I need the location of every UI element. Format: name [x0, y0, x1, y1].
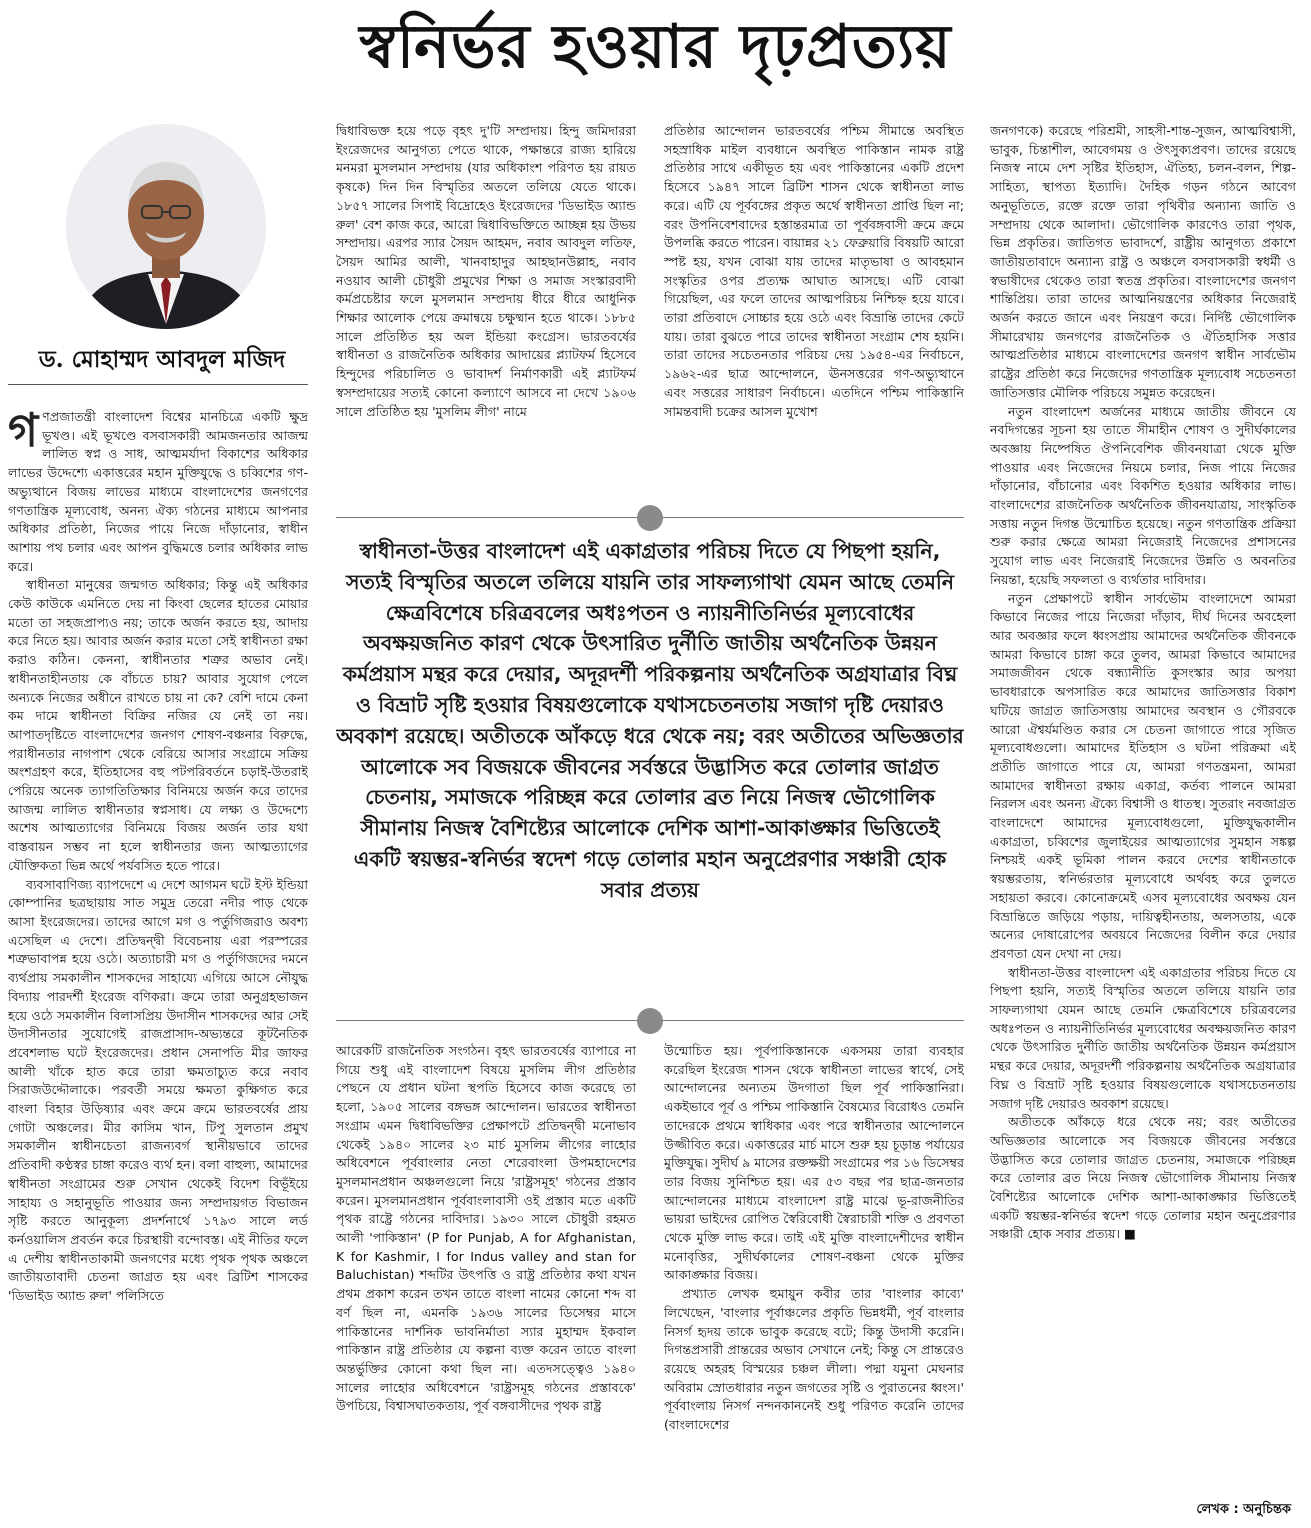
article-paragraph: প্রতিষ্ঠার আন্দোলন ভারতবর্ষের পশ্চিম সীমান্তে অবস্থিত সহস্রাধিক মাইল ব্যবধানে অবস্থিত পাকিস্তান নামক রাষ্ট্র প্রতিষ্ঠার সাথে একীভূত হয় এবং পাকিস্তানের একটি প্রদেশ হিসেবে ১৯৪৭ সালে ব্রিটিশ শাসন থেকে স্বাধীনতা লাভ করে। এটি যে পূর্ববঙ্গের প্রকৃত অর্থে স্বাধীনতা প্রাপ্তি ছিল না; বরং উপনিবেশবাদের হস্তান্তরমাত্র তা পূর্ববঙ্গবাসী ক্রমে ক্রমে উপলব্ধি করতে পারেন। বায়ান্নর ২১ ফেব্রুয়ারি বিষয়টি আরো স্পষ্ট হয়, যখন বোঝা যায় তাদের মাতৃভাষা ও আবহমান সংস্কৃতির ওপর প্রত্যক্ষ আঘাত আসছে। এটি বোঝা গিয়েছিল, এর ফলে তাদের আত্মপরিচয় নিশ্চিহ্ন হয়ে যাবে। তারা প্রতিবাদে সোচ্চার হয়ে ওঠে এবং বিভ্রান্তি তাদের কেটে যায়। তারা বুঝতে পারে তাদের স্বাধীনতা সংগ্রাম শেষ হয়নি। তারা তাদের সচেতনতার পরিচয় দেয় ১৯৫৪-এর নির্বাচনে, ১৯৬২-এর ছাত্র আন্দোলনে, ঊনসত্তরের গণ-অভ্যুত্থানে এবং সত্তরের সাধারণ নির্বাচনে। এতদিনে পশ্চিম পাকিস্তানি সামন্তবাদী চক্রের আসল মুখোশ	[664, 123, 964, 419]
drop-cap: গ	[8, 408, 39, 457]
article-column-1	[8, 408, 308, 1520]
headline: স্বনির্ভর হওয়ার দৃঢ়প্রত্যয়	[359, 12, 952, 82]
pull-quote-dot-bottom	[637, 1008, 663, 1034]
article-paragraph: নতুন বাংলাদেশ অর্জনের মাধ্যমে জাতীয় জীবনে যে নবদিগন্তের সূচনা হয় তাতে সীমাহীন শোষণ ও সুদীর্ঘকালের অবজ্ঞায় নিষ্পেষিত ঔপনিবেশিক জীবনযাত্রা থেকে মুক্তি পাওয়ার এবং নিজেদের নিয়মে চলার, নিজ পায়ে নিজের দাঁড়ানোর, বাঁচানোর এবং বিকশিত হওয়ার অধিকার লাভ। বাংলাদেশের রাজনৈতিক অর্থনৈতিক জীবনযাত্রায়, সাংস্কৃতিক সত্তায় নতুন দিগন্ত উন্মোচিত হয়েছে। নতুন গণতান্ত্রিক প্রক্রিয়া শুরু করার ক্ষেত্রে আমরা নিজেরাই নিজেদের প্রশাসনের সুযোগ লাভ এবং নিজেরাই নিজেদের উন্নতি ও অবনতির নিয়ন্তা, হয়েছি সফলতা ও ব্যর্থতার দাবিদার।	[990, 403, 1296, 587]
divider	[8, 384, 308, 385]
author-photo	[66, 124, 266, 329]
article-paragraph: নতুন প্রেক্ষাপটে স্বাধীন সার্বভৌম বাংলাদেশে আমরা কিভাবে নিজের পায়ে নিজেরা দাঁড়াব, দীর্ঘ দিনের অবহেলা আর অবজ্ঞার ফলে ধ্বংসপ্রায় আমাদের অর্থনৈতিক জীবনকে আমরা কিভাবে চাঙ্গা করে তুলব, আমরা কিভাবে আমাদের সমাজজীবন থেকে বন্ধ্যানীতি কুসংস্কার আর অপয়া ভাবধারাকে অপসারিত করে আমাদের জাতিসত্তার বিকাশ ঘটিয়ে জাগ্রত জাতিসত্তায় আমাদের অবস্থান ও গৌরবকে আরো ঐশ্বর্যমণ্ডিত করার সে চেতনা জাগাতে পারে সৃজিত মূল্যবোধগুলো। আমাদের ইতিহাস ও ঘটনা পরিক্রমা এই প্রতীতি জাগাতে পারে যে, আমরা গণতন্ত্রমনা, আমরা আমাদের স্বাধীনতা রক্ষায় একাগ্র, কর্তব্য পালনে আমরা নিরলস এবং অনন্য ঐক্যে বিশ্বাসী ও ধাতস্থ। সুতরাং নবজাগ্রত বাংলাদেশে আমাদের মূল্যবোধগুলো, মুক্তিযুদ্ধকালীন একাগ্রতা, চব্বিশের জুলাইয়ের আত্মত্যাগের সুমহান সঙ্কল্প নিশ্চয়ই একই ভূমিকা পালন করবে দেশের স্বাধীনতাকে স্বয়ম্ভরতায়, স্বনির্ভরতার মূল্যবোধে অর্থবহ করে তুলতে সহায়তা করবে। কোনোক্রমেই এসব মূল্যবোধের অবক্ষয় যেন বিভ্রান্তিতে জড়িয়ে পড়ায়, দায়িত্বহীনতায়, অলসতায়, একে অন্যের দোষারোপের অবয়বে নিজেদের বিলীন করে দেয়ার প্রবণতা যেন দেখা না দেয়।	[990, 590, 1296, 961]
article-paragraph: স্বাধীনতা মানুষের জন্মগত অধিকার; কিন্তু এই অধিকার কেউ কাউকে এমনিতে দেয় না কিংবা ছেলের হাতের মোয়ার মতো তা সহজপ্রাপ্যও নয়; তাকে অর্জন করতে হয়, আদায় করে নিতে হয়। আবার অর্জন করার মতো সেই স্বাধীনতা রক্ষা করাও কঠিন। কেননা, স্বাধীনতার শত্রুর অভাব নেই। স্বাধীনতাহীনতায় কে বাঁচতে চায়? আবার সুযোগ পেলে অন্যকে নিজের অধীনে রাখতে চায় না কে? বেশি দামে কেনা কম দামে স্বাধীনতা বিক্রির নজির যে নেই তা নয়। আপাতদৃষ্টিতে বাংলাদেশের জনগণ শোষণ-বঞ্চনার বিরুদ্ধে, পরাধীনতার নাগপাশ থেকে বেরিয়ে আসার সংগ্রামে সক্রিয় অংশগ্রহণ করে, ইতিহাসের বহু পটপরিবর্তনে চড়াই-উতরাই পেরিয়ে অনেক ত্যাগতিতিক্ষার বিনিময়ে অর্জন করে তাদের আজন্ম লালিত স্বাধীনতার স্বপ্নসাধ। যে লক্ষ্য ও উদ্দেশ্যে অশেষ আত্মত্যাগের বিনিময়ে বিজয় অর্জন তার যথা বাস্তবায়ন সম্ভব না হলে স্বাধীনতার জন্য আত্মত্যাগের যৌক্তিকতা ভিন্ন অর্থে পর্যবসিত হতে পারে।	[8, 577, 308, 873]
article-paragraph: ব্যবসাবাণিজ্য ব্যাপদেশে এ দেশে আগমন ঘটে ইস্ট ইন্ডিয়া কোম্পানির ছত্রছায়ায় সাত সমুদ্র তেরো নদীর পাড় থেকে আসা ইংরেজদের। তাদের আগে মগ ও পর্তুগিজরাও অবশ্য এসেছিল এ দেশে। প্রতিদ্বন্দ্বী বিবেচনায় এরা পরস্পরের শত্রুভাবাপন্ন হয়ে ওঠে। অত্যাচারী মগ ও পর্তুগিজদের দমনে ব্যর্থপ্রায় সমকালীন শাসকদের সাহায্যে এগিয়ে আসে নৌযুদ্ধ বিদ্যায় পারদর্শী ইংরেজ বণিকরা। ক্রমে তারা অনুগ্রহভাজন হয়ে ওঠে সমকালীন বিলাসপ্রিয় উদাসীন শাসকদের আর সেই উদাসীনতার সুযোগেই রাজপ্রাসাদ-অভ্যন্তরে কূটনৈতিক প্রবেশলাভ ঘটে ইংরেজদের। প্রধান সেনাপতি মীর জাফর আলী খাঁকে হাত করে তারা ক্ষমতাচ্যুত করে নবাব সিরাজউদ্দৌলাকে। পরবর্তী সময়ে ক্ষমতা কুক্ষিগত করে বাংলা বিহার উড়িষ্যার এবং ক্রমে ক্রমে ভারতবর্ষের প্রায় গোটা অঞ্চলের। মীর কাসিম খান, টিপু সুলতান প্রমুখ সমকালীন স্বাধীনচেতা রাজন্যবর্গ স্থানীয়ভাবে তাদের প্রতিবাদী কণ্ঠস্বর চাঙ্গা করেও ব্যর্থ হন। বলা বাহুল্য, আমাদের স্বাধীনতা সংগ্রামের শুরু সেখান থেকেই বিদেশ বিভূঁইয়ে সাহায্য ও সহানুভূতি পাওয়ার জন্য সম্প্রদায়গত বিভাজন সৃষ্টি করতে আনুকূল্য প্রদর্শনার্থে ১৭৯৩ সালে লর্ড কর্নওয়ালিস প্রবর্তন করে চিরস্থায়ী বন্দোবস্ত। এই নীতির ফলে এ দেশীয় স্বাধীনতাকামী জনগণের মধ্যে পৃথক পৃথক অঞ্চলে জাতীয়তাবাদী চেতনা জাগ্রত হয় এবং ব্রিটিশ শাসকের 'ডিভাইড অ্যান্ড রুল' পলিসিতে	[8, 876, 308, 1304]
author-byline: ড. মোহাম্মদ আবদুল মজিদ	[38, 346, 286, 373]
author-note: লেখক : অনুচিন্তক	[1196, 1502, 1291, 1517]
article-paragraph: জনগণকে) করেছে পরিশ্রমী, সাহসী-শান্ত-সুজন, আত্মবিশ্বাসী, ভাবুক, চিন্তাশীল, আবেগময় ও ঔৎসুক্যপ্রবণ। তাদের রয়েছে নিজস্ব নামে দেশ সৃষ্টির ইতিহাস, ঐতিহ্য, চলন-বলন, শিল্প-সাহিত্য, স্থাপত্য ইত্যাদি। দৈহিক গড়ন গঠনে আবেগ অনুভূতিতে, রক্তে রক্তে তারা পৃথিবীর অন্যান্য জাতি ও সম্প্রদায় থেকে আলাদা। ভৌগোলিক কারণেও তারা পৃথক, ভিন্ন প্রকৃতির। জাতিগত ভাবাদর্শে, রাষ্ট্রীয় আনুগত্য প্রকাশে জাতীয়তাবাদে অন্যান্য রাষ্ট্র ও অঞ্চলে বসবাসকারী স্বধর্মী ও স্বভাষীদের থেকেও তারা স্বতন্ত্র প্রকৃতির। বাংলাদেশের জনগণ শান্তিপ্রিয়। তারা তাদের আত্মনিয়ন্ত্রণের অধিকার নিজেরাই অর্জন করতে জানে এবং নিয়ন্ত্রণ করে। নির্দিষ্ট ভৌগোলিক সীমারেখায় জনগণের রাজনৈতিক ও ঐতিহাসিক সত্তার আত্মপ্রতিষ্ঠার মাধ্যমে বাংলাদেশের জনগণ স্বাধীন সার্বভৌম রাষ্ট্রের প্রতিষ্ঠা করে নিজেদের গণতান্ত্রিক মূল্যবোধ সচেতনতা জাতিসত্তার মৌলিক পরিচয়ে সমুন্নত করেছেন।	[990, 123, 1296, 400]
article-paragraph: অতীতকে আঁকড়ে ধরে থেকে নয়; বরং অতীতের অভিজ্ঞতার আলোকে সব বিজয়কে জীবনের সর্বস্তরে উদ্ভাসিত করে তোলার জাগ্রত চেতনায়, সমাজকে পরিচ্ছন্ন করে তোলার ব্রত নিয়ে নিজস্ব ভৌগোলিক সীমানায় নিজস্ব বৈশিষ্ট্যের আলোকে দেশিক আশা-আকাঙ্ক্ষার ভিত্তিতেই একটি স্বয়ম্ভর-স্বনির্ভর স্বদেশ গড়ে তোলার মহান অনুপ্রেরণার সঞ্চারী হোক সবার প্রত্যয়। ■	[990, 1114, 1296, 1242]
article-column-3-bottom	[664, 1042, 964, 1518]
pull-quote: স্বাধীনতা-উত্তর বাংলাদেশ এই একাগ্রতার পরিচয় দিতে যে পিছপা হয়নি, সত্যই বিস্মৃতির অতলে তলিয়ে যায়নি তার সাফল্যগাথা যেমন আছে তেমনি ক্ষেত্রবিশেষে চরিত্রবলের অধঃপতন ও ন্যায়নীতিনির্ভর মূল্যবোধের অবক্ষয়জনিত কারণ থেকে উৎসারিত দুর্নীতি জাতীয় অর্থনৈতিক উন্নয়ন কর্মপ্রয়াস মন্থর করে দেয়ার, অদূরদর্শী পরিকল্পনায় অর্থনৈতিক অগ্রযাত্রার বিঘ্ন ও বিভ্রাট সৃষ্টি হওয়ার বিষয়গুলোকে যথাসচেতনতায় সজাগ দৃষ্টি দেয়ারও অবকাশ রয়েছে। অতীতকে আঁকড়ে ধরে থেকে নয়; বরং অতীতের অভিজ্ঞতার আলোকে সব বিজয়কে জীবনের সর্বস্তরে উদ্ভাসিত করে তোলার জাগ্রত চেতনায়, সমাজকে পরিচ্ছন্ন করে তোলার ব্রত নিয়ে নিজস্ব ভৌগোলিক সীমানায় নিজস্ব বৈশিষ্ট্যের আলোকে দেশিক আশা-আকাঙ্ক্ষার ভিত্তিতেই একটি স্বয়ম্ভর-স্বনির্ভর স্বদেশ গড়ে তোলার মহান অনুপ্রেরণার সঞ্চারী হোক সবার প্রত্যয়	[336, 539, 964, 902]
article-paragraph: উন্মোচিত হয়। পূর্বপাকিস্তানকে একসময় তারা ব্যবহার করেছিল ইংরেজ শাসন থেকে স্বাধীনতা লাভের স্বার্থে, সেই আন্দোলনের অন্যতম উদগাতা ছিল পূর্ব পাকিস্তানিরা। একইভাবে পূর্ব ও পশ্চিম পাকিস্তানি বৈষম্যের বিরোধও তেমনি তাদেরকে প্রথমে স্বাধিকার এবং পরে স্বাধীনতার আন্দোলনে উজ্জীবিত করে। একাত্তরের মার্চ মাসে শুরু হয় চূড়ান্ত পর্যায়ের মুক্তিযুদ্ধ। সুদীর্ঘ ৯ মাসের রক্তক্ষয়ী সংগ্রামের পর ১৬ ডিসেম্বর তার বিজয় সুনিশ্চিত হয়। এর ৫৩ বছর পর ছাত্র-জনতার আন্দোলনের মাধ্যমে বাংলাদেশ রাষ্ট্র মাঝে ভূ-রাজনীতির ভায়রা ভাইদের রোপিত স্বৈরিবোধী স্বৈরাচারী শক্তি ও প্রবণতা থেকে মুক্তি লাভ করে। তাই এই মুক্তি বাংলাদেশীদের স্বাধীন মনোবৃত্তির, সুদীর্ঘকালের শোষণ-বঞ্চনা থেকে মুক্তির আকাঙ্ক্ষার বিজয়।	[664, 1043, 964, 1283]
article-paragraph: দ্বিধাবিভক্ত হয়ে পড়ে বৃহৎ দু'টি সম্প্রদায়। হিন্দু জমিদাররা ইংরেজদের আনুগত্য পেতে থাকে, পক্ষান্তরে রাজ্য হারিয়ে মনমরা মুসলমান সম্প্রদায় (যার অধিকাংশ পরিণত হয় রায়ত কৃষকে) দিন দিন বিস্মৃতির অতলে তলিয়ে যেতে থাকে। ১৮৫৭ সালের সিপাই বিদ্রোহেও ইংরেজদের 'ডিভাইড অ্যান্ড রুল' বেশ কাজ করে, আরো দ্বিধাবিভক্তিতে আচ্ছন্ন হয় উভয় সম্প্রদায়। এরপর স্যার সৈয়দ আহমদ, নবাব আবদুল লতিফ, সৈয়দ আমির আলী, খানবাহাদুর আহছানউল্লাহ, নবাব নওয়াব আলী চৌধুরী প্রমুখের শিক্ষা ও সমাজ সংস্কারবাদী কর্মপ্রচেষ্টার ফলে মুসলমান সম্প্রদায় ধীরে ধীরে আধুনিক শিক্ষার আলোক পেয়ে ক্রমান্বয়ে চক্ষুষ্মান হতে থাকে। ১৮৮৫ সালে প্রতিষ্ঠিত হয় অল ইন্ডিয়া কংগ্রেস। ভারতবর্ষের স্বাধীনতা ও রাজনৈতিক অধিকার আদায়ের প্ল্যাটফর্ম হিসেবে হিন্দুদের পরিচালিত ও ভাবাদর্শ নির্মাণকারী এই প্ল্যাটফর্ম স্বসম্প্রদায়ের সত্যই কোনো কল্যাণে আসবে না দেখে ১৯০৬ সালে প্রতিষ্ঠিত হয় 'মুসলিম লীগ' নামে	[336, 123, 636, 419]
article-column-4	[990, 122, 1296, 1494]
article-paragraph: স্বাধীনতা-উত্তর বাংলাদেশ এই একাগ্রতার পরিচয় দিতে যে পিছপা হয়নি, সত্যই বিস্মৃতির অতলে তলিয়ে যায়নি তার সাফল্যগাথা যেমন আছে তেমনি ক্ষেত্রবিশেষে চরিত্রবলের অধঃপতন ও ন্যায়নীতিনির্ভর মূল্যবোধের অবক্ষয়জনিত কারণ থেকে উৎসারিত দুর্নীতি জাতীয় অর্থনৈতিক উন্নয়ন কর্মপ্রয়াস মন্থর করে দেয়ার, অদূরদর্শী পরিকল্পনায় অর্থনৈতিক অগ্রযাত্রার বিঘ্ন ও বিভ্রাট সৃষ্টি হওয়ার বিষয়গুলোকে যথাসচেতনতায় সজাগ দৃষ্টি দেয়ারও অবকাশ রয়েছে।	[990, 964, 1296, 1111]
article-column-2-bottom	[336, 1042, 636, 1518]
article-paragraph: আরেকটি রাজনৈতিক সংগঠন। বৃহৎ ভারতবর্ষের ব্যাপারে না গিয়ে শুধু এই বাংলাদেশ বিষয়ে মুসলিম লীগ প্রতিষ্ঠার পেছনে যে প্রধান ঘটনা স্থপতি হিসেবে কাজ করেছে তা হলো, ১৯০৫ সালের বঙ্গভঙ্গ আন্দোলন। ভারতের স্বাধীনতা সংগ্রাম এমন দ্বিধাবিভক্তির প্রেক্ষাপটে প্রতিদ্বন্দ্বী মনোভাব থেকেই ১৯৪০ সালের ২৩ মার্চ মুসলিম লীগের লাহোর অধিবেশনে পূর্ববাংলার নেতা শেরেবাংলা উপমহাদেশের মুসলমানপ্রধান অঞ্চলগুলো নিয়ে 'রাষ্ট্রসমূহ' গঠনের প্রস্তাব করেন। মুসলমানপ্রধান পূর্ববাংলাবাসী ওই প্রস্তাব মতে একটি পৃথক রাষ্ট্রে গঠনের দাবিদার। ১৯৩০ সালে চৌধুরী রহমত আলী 'পাকিস্তান' (P for Punjab, A for Afghanistan, K for Kashmir, I for Indus valley and stan for Baluchistan) শব্দটির উৎপত্তি ও রাষ্ট্র প্রতিষ্ঠার কথা যখন প্রথম প্রকাশ করেন তখন তাতে বাংলা নামের কোনো শব্দ বা বর্ণ ছিল না, এমনকি ১৯৩৬ সালের ডিসেম্বর মাসে পাকিস্তানের দার্শনিক ভাবনির্মাতা স্যার মুহাম্মদ ইকবাল পাকিস্তান রাষ্ট্র প্রতিষ্ঠার যে কল্পনা ব্যক্ত করেন তাতে বাংলা অন্তর্ভুক্তির কোনো কথা ছিল না। এতদসত্ত্বেও ১৯৪০ সালের লাহোর অধিবেশনে 'রাষ্ট্রসমূহ গঠনের প্রস্তাবকে' উপচিয়ে, বিশ্বাসঘাতকতায়, পূর্ব বঙ্গবাসীদের পৃথক রাষ্ট্র	[336, 1043, 636, 1414]
article-column-2-top	[336, 122, 636, 492]
article-paragraph: প্রখ্যাত লেখক হুমায়ুন কবীর তার 'বাংলার কাব্যে' লিখেছেন, 'বাংলার পূর্বাঞ্চলের প্রকৃতি ভিন্নধর্মী, পূর্ব বাংলার নিসর্গ হৃদয় তাকে ভাবুক করেছে বটে; কিন্তু উদাসী করেনি। দিগন্তপ্রসারী প্রান্তরের অভাব সেখানে নেই; কিন্তু সে প্রান্তরেও রয়েছে অহরহ বিস্ময়ের চঞ্চল লীলা। পদ্মা যমুনা মেঘনার অবিরাম স্রোতধারার নতুন জগতের সৃষ্টি ও পুরাতনের ধ্বংস।' পূর্ববাংলায় নিসর্গ নন্দনকাননেই শুধু পরিণত করেনি তাদের (বাংলাদেশের	[664, 1286, 964, 1433]
pull-quote-dot-top	[637, 505, 663, 531]
article-paragraph: গণপ্রজাতন্ত্রী বাংলাদেশ বিশ্বের মানচিত্রে একটি ক্ষুদ্র ভূখণ্ড। এই ভূখণ্ডে বসবাসকারী আমজনতার আজন্ম লালিত স্বপ্ন ও সাধ, আত্মমর্যাদা বিকাশের অধিকার লাভের উদ্দেশ্যে একাত্তরের মহান মুক্তিযুদ্ধে ও চব্বিশের গণ-অভ্যুত্থানে বিজয় লাভের মাধ্যমে বাংলাদেশের জনগণের গণতান্ত্রিক মূল্যবোধ, অনন্য ঐক্য গঠনের মাধ্যমে আপনার অধিকার প্রতিষ্ঠা, নিজের পায়ে নিজে দাঁড়ানোর, স্বাধীন আশায় পথ চলার এবং আপন বুদ্ধিমত্তে চলার অধিকার লাভ করে।	[8, 408, 308, 574]
article-column-3-top	[664, 122, 964, 492]
